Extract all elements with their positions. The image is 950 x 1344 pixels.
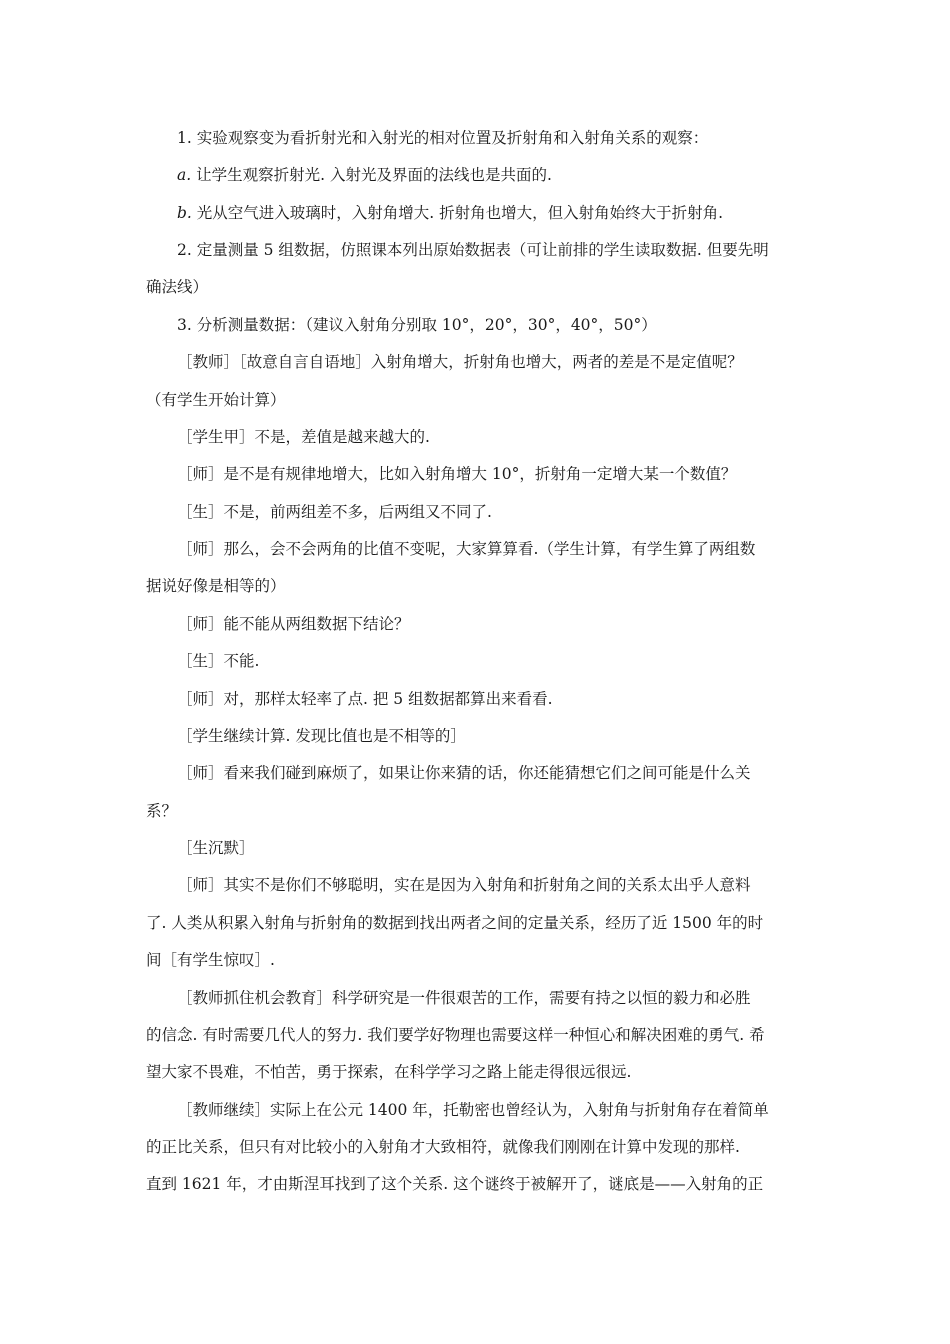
item-a-text: 让学生观察折射光. 入射光及界面的法线也是共面的.: [196, 166, 552, 184]
dialogue-teacher-1-line-1: ［教师］［故意自言自语地］入射角增大，折射角也增大，两者的差是不是定值呢？: [177, 353, 743, 371]
dialogue-student-1: ［生］不是，前两组差不多，后两组又不同了.: [177, 503, 492, 521]
dialogue-teacher-7-line-2: 了. 人类从积累入射角与折射角的数据到找出两者之间的定量关系，经历了近 1500 年的时: [146, 914, 764, 932]
paragraph-education-line-3: 望大家不畏难，不怕苦，勇于探索，在科学学习之路上能走得很远很远.: [146, 1063, 632, 1081]
dialogue-teacher-3-line-1: ［师］那么，会不会两角的比值不变呢，大家算算看.（学生计算，有学生算了两组数: [177, 540, 756, 558]
dialogue-teacher-2: ［师］是不是有规律地增大，比如入射角增大 10°，折射角一定增大某一个数值？: [177, 465, 737, 483]
paragraph-step-2-line-2: 确法线）: [146, 278, 209, 296]
paragraph-history-line-3: 直到 1621 年，才由斯涅耳找到了这个关系. 这个谜终于被解开了，谜底是——入射角的正: [146, 1175, 764, 1193]
item-label-b: b.: [177, 204, 192, 222]
dialogue-teacher-5: ［师］对，那样太轻率了点. 把 5 组数据都算出来看看.: [177, 690, 553, 708]
paragraph-item-a: [146, 156, 841, 194]
dialogue-teacher-1-line-2: （有学生开始计算）: [146, 391, 286, 409]
item-b-text: 光从空气进入玻璃时，入射角增大. 折射角也增大，但入射角始终大于折射角.: [196, 204, 724, 222]
dialogue-student-2: ［生］不能.: [177, 652, 260, 670]
dialogue-students-silent: ［生沉默］: [177, 839, 255, 857]
dialogue-teacher-3-line-2: 据说好像是相等的）: [146, 577, 286, 595]
dialogue-teacher-7-line-3: 间［有学生惊叹］.: [146, 951, 275, 969]
dialogue-teacher-4: ［师］能不能从两组数据下结论？: [177, 615, 410, 633]
paragraph-step-3: 3. 分析测量数据：（建议入射角分别取 10°，20°，30°，40°，50°）: [177, 316, 657, 334]
dialogue-teacher-6-line-1: ［师］看来我们碰到麻烦了，如果让你来猜的话，你还能猜想它们之间可能是什么关: [177, 764, 751, 782]
paragraph-history-line-1: ［教师继续］实际上在公元 1400 年，托勒密也曾经认为，入射角与折射角存在着简单: [177, 1101, 769, 1119]
dialogue-teacher-7-line-1: ［师］其实不是你们不够聪明，实在是因为入射角和折射角之间的关系太出乎人意料: [177, 876, 751, 894]
paragraph-step-2-line-1: 2. 定量测量 5 组数据，仿照课本列出原始数据表（可让前排的学生读取数据. 但要先明: [177, 241, 769, 259]
dialogue-teacher-6-line-2: 系？: [146, 802, 178, 820]
item-label-a: a.: [177, 166, 192, 184]
dialogue-students-continue: ［学生继续计算. 发现比值也是不相等的］: [177, 727, 466, 745]
paragraph-education-line-1: ［教师抓住机会教育］科学研究是一件很艰苦的工作，需要有持之以恒的毅力和必胜: [177, 989, 751, 1007]
paragraph-history-line-2: 的正比关系，但只有对比较小的入射角才大致相符，就像我们刚刚在计算中发现的那样.: [146, 1138, 740, 1156]
paragraph-item-b: [146, 194, 841, 232]
dialogue-student-a: ［学生甲］不是，差值是越来越大的.: [177, 428, 430, 446]
paragraph-step-1: 1. 实验观察变为看折射光和入射光的相对位置及折射角和入射角关系的观察：: [177, 129, 709, 147]
paragraph-education-line-2: 的信念. 有时需要几代人的努力. 我们要学好物理也需要这样一种恒心和解决困难的勇气. 希: [146, 1026, 765, 1044]
